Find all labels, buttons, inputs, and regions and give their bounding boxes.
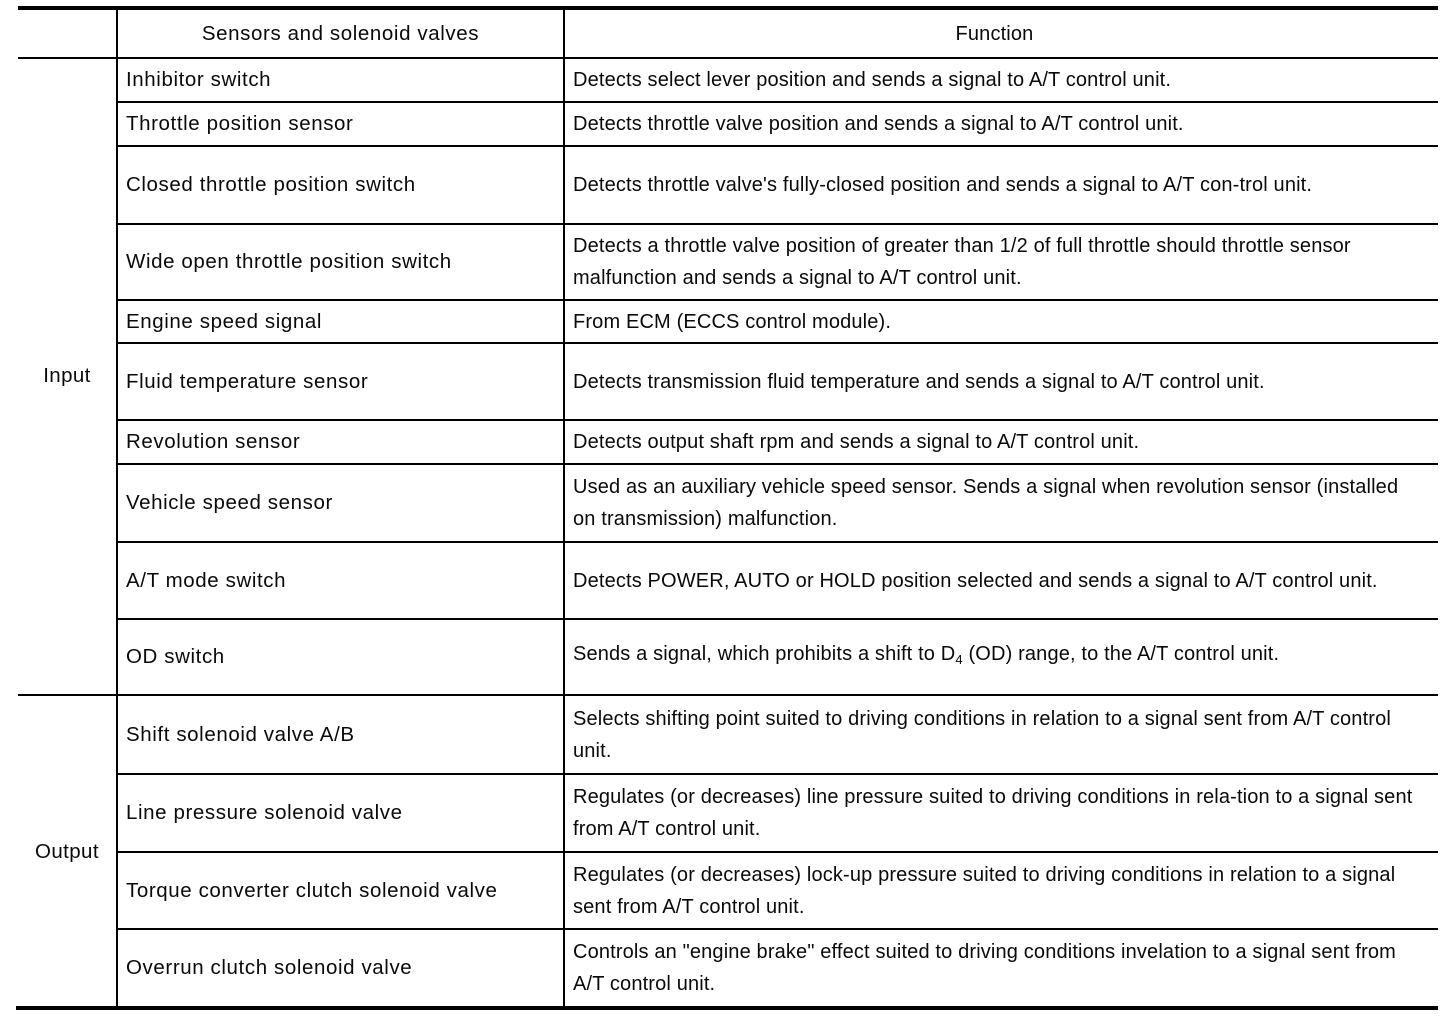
table-header-row: [18, 10, 1438, 58]
sensor-name: Vehicle speed sensor: [116, 464, 563, 542]
table-row: [18, 852, 1438, 929]
sensor-function: Detects select lever position and sends a signal to A/T control unit.: [563, 58, 1438, 102]
sensor-function: Detects output shaft rpm and sends a signal to A/T control unit.: [563, 420, 1438, 464]
sensor-name: A/T mode switch: [116, 542, 563, 619]
sensor-name: Overrun clutch solenoid valve: [116, 929, 563, 1006]
sensor-name: Shift solenoid valve A/B: [116, 696, 563, 774]
table-row: [18, 343, 1438, 420]
sensor-name: Throttle position sensor: [116, 102, 563, 146]
table-row: [18, 146, 1438, 224]
sensor-function: Detects a throttle valve position of greater than 1/2 of full throttle should throttle sensor malfunction and sends a signal to A/T control unit.: [563, 224, 1438, 300]
table-row: [18, 300, 1438, 343]
table-row: [18, 102, 1438, 146]
sensor-function: From ECM (ECCS control module).: [563, 300, 1438, 343]
sensor-function: Detects throttle valve's fully-closed position and sends a signal to A/T con-trol unit.: [563, 146, 1438, 224]
sensor-name: Revolution sensor: [116, 420, 563, 464]
sensor-name: Torque converter clutch solenoid valve: [116, 852, 563, 929]
sensor-name: Wide open throttle position switch: [116, 224, 563, 300]
column-header-sensors: Sensors and solenoid valves: [116, 10, 563, 58]
table-row: [18, 929, 1438, 1006]
table-row: [18, 464, 1438, 542]
table-row: [18, 224, 1438, 300]
function-text-subscript: 4: [955, 652, 963, 667]
sensor-function: [563, 619, 1438, 695]
table-row: [18, 696, 1438, 774]
sensor-name: OD switch: [116, 619, 563, 695]
sensor-name: Engine speed signal: [116, 300, 563, 343]
sensor-function: Regulates (or decreases) lock-up pressure suited to driving conditions in relation to a signal sent from A/T control unit.: [563, 852, 1438, 929]
sensor-function: Detects POWER, AUTO or HOLD position selected and sends a signal to A/T control unit.: [563, 542, 1438, 619]
table-row: [18, 420, 1438, 464]
sensor-name: Inhibitor switch: [116, 58, 563, 102]
sensor-name: Closed throttle position switch: [116, 146, 563, 224]
sensor-function: Used as an auxiliary vehicle speed sensor. Sends a signal when revolution sensor (installed on transmission) malfunction.: [563, 464, 1438, 542]
group-label-output: Output: [35, 840, 99, 863]
sensor-function: Selects shifting point suited to driving conditions in relation to a signal sent from A/T control unit.: [563, 696, 1438, 774]
table-row: [18, 774, 1438, 852]
group-label-input: Input: [43, 364, 91, 387]
table-bottom-rule: [16, 1006, 1438, 1010]
sensor-name: Line pressure solenoid valve: [116, 774, 563, 852]
column-header-function: Function: [563, 10, 1438, 58]
sensor-function: Regulates (or decreases) line pressure suited to driving conditions in rela-tion to a signal sent from A/T control unit.: [563, 774, 1438, 852]
table-row: [18, 58, 1438, 102]
function-text-pre: Sends a signal, which prohibits a shift to D: [573, 643, 956, 665]
sensor-function: Detects throttle valve position and sends a signal to A/T control unit.: [563, 102, 1438, 146]
sensor-function: Controls an "engine brake" effect suited to driving conditions invelation to a signal sent from A/T control unit.: [563, 929, 1438, 1006]
sensor-function: Detects transmission fluid temperature and sends a signal to A/T control unit.: [563, 343, 1438, 420]
sensor-name: Fluid temperature sensor: [116, 343, 563, 420]
table-row: [18, 619, 1438, 695]
table-row: [18, 542, 1438, 619]
function-text-post: (OD) range, to the A/T control unit.: [962, 643, 1280, 665]
